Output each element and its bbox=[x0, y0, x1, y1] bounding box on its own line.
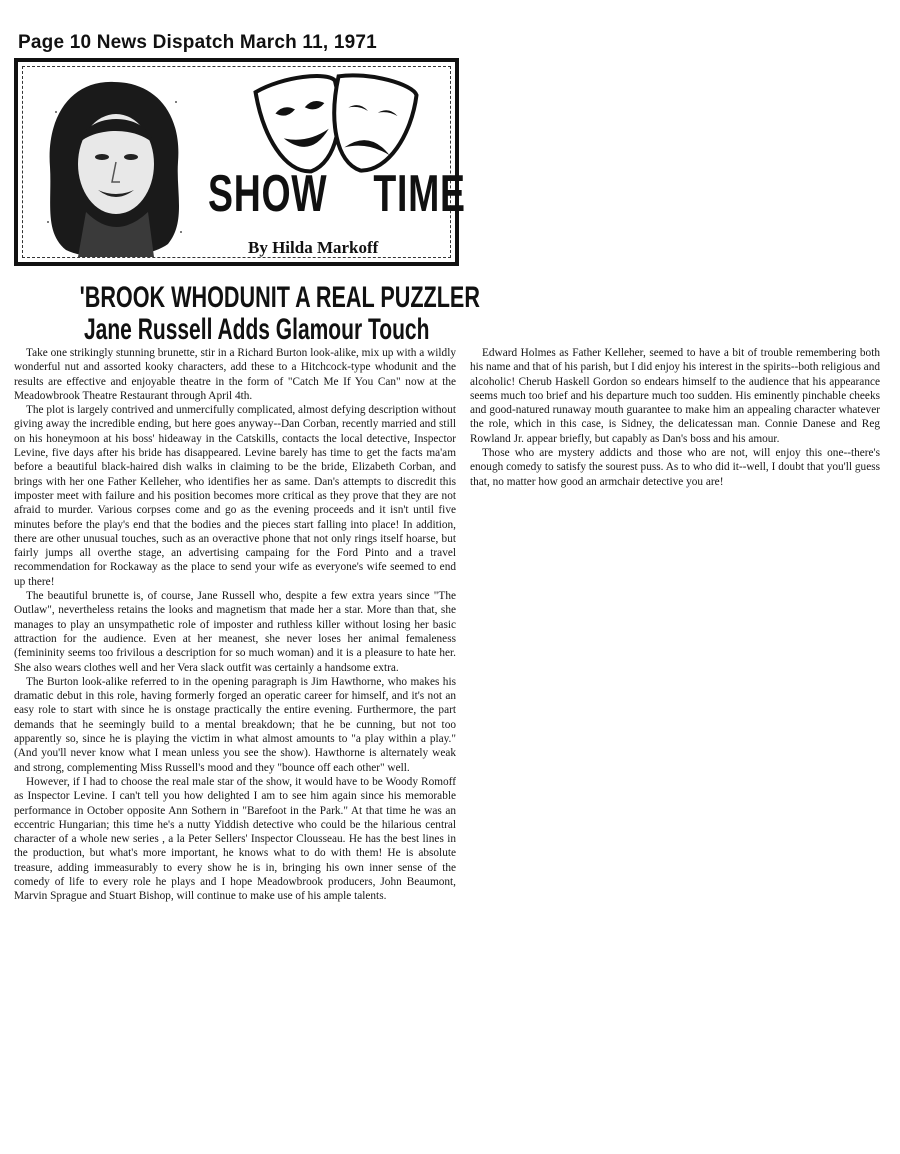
columnist-photo bbox=[36, 72, 191, 257]
headline-block bbox=[18, 281, 480, 346]
article-paragraph: Take one strikingly stunning brunette, stir in a Richard Burton look-alike, mix up with a wildly wonderful nut and assorted kooky characters, add these to a Hitchcock-type whodunit and the results are effective and enjoyable theatre in the form of "Catch Me If You Can" now at the Meadowbrook Theatre Restaurant through April 4th. bbox=[14, 347, 456, 402]
dateline: Page 10 News Dispatch March 11, 1971 bbox=[18, 32, 377, 53]
byline: By Hilda Markoff bbox=[248, 238, 379, 257]
article-paragraph: Edward Holmes as Father Kelleher, seemed to have a bit of trouble remembering both his name and that of his parish, but I did enjoy his interest in the spirits--both religious and alcoholic! Cherub Haskell Gordon so endears himself to the audience that his appearance seems much too brief and his departure much too sudden. His eminently pinchable cheeks and good-natured runaway mouth guarantee to make him an appealing character whatever the role, which in this case, is Sidney, the delicatessan man. Connie Danese and Reg Rowland Jr. appear briefly, but capably as Dan's boss and his amour. bbox=[470, 347, 880, 445]
column-title-word-1: SHOW bbox=[208, 165, 328, 223]
article-paragraph: The Burton look-alike referred to in the opening paragraph is Jim Hawthorne, who makes his dramatic debut in this role, having formerly forged an operatic career for himself, and it's not an easy role to start with since he is onstage practically the entire evening. Furthermore, the part demands that he seemingly build to a mental breakdown; that he be cunning, but not too apparently so, since he is playing the victim in what almost amounts to "a play within a play." (And you'll never know what I mean unless you see the show). Hawthorne is alternately weak and strong, complementing Miss Russell's mood and they "bounce off each other" well. bbox=[14, 675, 456, 774]
article-paragraph: The plot is largely contrived and unmercifully complicated, almost defying description without giving away the incredible ending, but here goes anyway--Dan Corban, recently married and still on his honeymoon at his boss' hideaway in the Catskills, contacts the local detective, Inspector Levine, five days after his bride has disappeared. Levine barely has time to get the facts ma'am before a beautiful black-haired dish walks in claiming to be the bride, Elizabeth Corban, and brings with her one Father Kelleher, who identifies her as same. Dan's attempts to discredit this imposter meet with failure and his position becomes more critical as they prove that they are not afraid to murder. Various corpses come and go as the evening proceeds and it isn't until five minutes before the play's end that the bodies and the pieces start falling into place! In addition, there are other unusual touches, such as an overactive phone that not only rings itself hoarse, but fairly jumps all overthe stage, an advertising campaing for the Ford Pinto and a travel recommendation for Rockaway as the place to send your wife as everyone's wife seemed to end up there! bbox=[14, 404, 456, 588]
column-title-word-2: TIME bbox=[373, 165, 466, 223]
article-paragraph: Those who are mystery addicts and those who are not, will enjoy this one--there's enough comedy to satisfy the sourest puss. As to who did it--well, I doubt that you'll guess that, no matter how good an armchair detective you are! bbox=[470, 447, 880, 488]
theatre-masks-icon bbox=[243, 68, 433, 178]
sub-headline: Jane Russell Adds Glamour Touch bbox=[84, 313, 430, 346]
article-paragraph: However, if I had to choose the real male star of the show, it would have to be Woody Romoff as Inspector Levine. I can't tell you how delighted I am to see him again since his memorable performance in October opposite Ann Sothern in "Barefoot in the Park." At that time he was an eccentric Hungarian; this time he's a nutty Yiddish detective who could be the hilarious central character of a whole new series , a la Peter Sellers' Inspector Clousseau. He has the best lines in the production, but what's more important, he knows what to do with them! He is absolute treasure, adding immeasurably to every show he is in, bringing his own inner sense of the comedy of life to every role he plays and I hope Meadowbrook producers, John Beaumont, Marvin Sprague and Stuart Bishop, will continue to make use of his ample talents. bbox=[14, 775, 456, 903]
column-title bbox=[208, 165, 466, 223]
article-paragraph: The beautiful brunette is, of course, Jane Russell who, despite a few extra years since "The Outlaw", nevertheless retains the looks and magnetism that made her a star. More than that, she manages to play an unsympathetic role of imposter and ruthless killer without losing her basic attraction for the audience. Even at her meanest, she never loses her animal femaleness (femininity seems too frivilous a description for so much woman) and it is a pleasure to hate her. She also wears clothes well and her Vera slack outfit was certainly a handsome extra. bbox=[14, 590, 456, 674]
article-left-column bbox=[14, 346, 456, 904]
article-right-column bbox=[470, 346, 880, 489]
main-headline: 'BROOK WHODUNIT A REAL PUZZLER bbox=[79, 281, 480, 314]
show-time-banner bbox=[14, 58, 466, 266]
